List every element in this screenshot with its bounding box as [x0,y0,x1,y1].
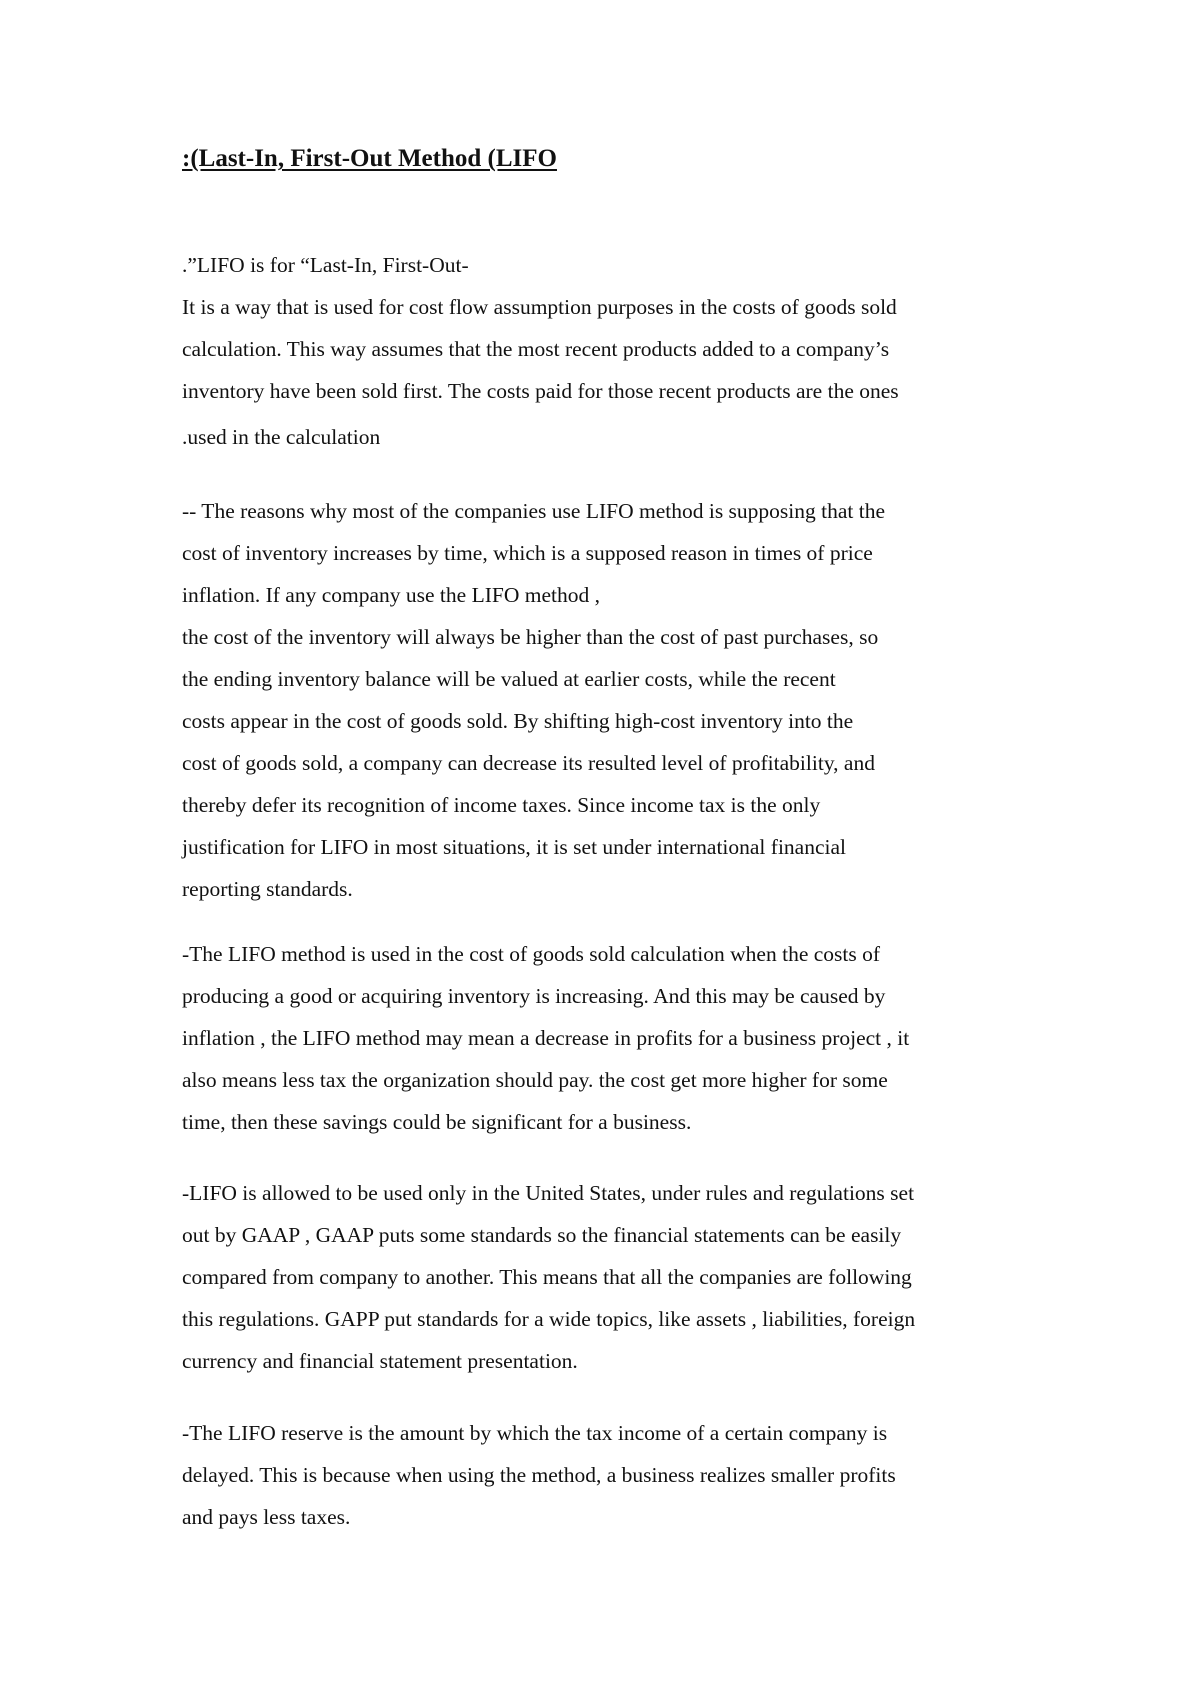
text-line: delayed. This is because when using the method, a business realizes smaller profits [182,1463,896,1487]
text-line: this regulations. GAPP put standards for a wide topics, like assets , liabilities, foreign [182,1307,916,1331]
text-line: compared from company to another. This means that all the companies are following [182,1265,912,1289]
text-line: It is a way that is used for cost flow assumption purposes in the costs of goods sold [182,295,897,319]
text-line: producing a good or acquiring inventory is increasing. And this may be caused by [182,984,886,1008]
paragraph-lifo-reasons [182,490,1032,910]
text-line: calculation. This way assumes that the most recent products added to a company’s [182,337,890,361]
text-line: inflation , the LIFO method may mean a decrease in profits for a business project , it [182,1026,910,1050]
intro-paragraph [182,244,1032,458]
paragraph-lifo-usage [182,933,1032,1143]
text-line: the cost of the inventory will always be higher than the cost of past purchases, so [182,625,879,649]
text-line: out by GAAP , GAAP puts some standards so the financial statements can be easily [182,1223,902,1247]
text-line: -LIFO is allowed to be used only in the United States, under rules and regulations set [182,1181,915,1205]
document-title: :(Last-In, First-Out Method (LIFO [182,145,557,172]
text-line: .”LIFO is for “Last-In, First-Out- [182,253,469,277]
text-line: -The LIFO reserve is the amount by which the tax income of a certain company is [182,1421,888,1445]
text-line: time, then these savings could be significant for a business. [182,1110,692,1134]
text-line: inventory have been sold first. The costs paid for those recent products are the ones [182,379,899,403]
text-line: -- The reasons why most of the companies use LIFO method is supposing that the [182,499,886,523]
text-line: cost of goods sold, a company can decrease its resulted level of profitability, and [182,751,875,775]
text-line: costs appear in the cost of goods sold. By shifting high-cost inventory into the [182,709,854,733]
paragraph-lifo-gaap [182,1172,1032,1382]
text-line: inflation. If any company use the LIFO method , [182,583,600,607]
text-line: justification for LIFO in most situations, it is set under international financial [182,835,846,859]
text-line: -The LIFO method is used in the cost of goods sold calculation when the costs of [182,942,881,966]
text-line: .used in the calculation [182,425,381,449]
text-line: cost of inventory increases by time, which is a supposed reason in times of price [182,541,873,565]
text-line: thereby defer its recognition of income taxes. Since income tax is the only [182,793,821,817]
text-line: and pays less taxes. [182,1505,351,1529]
text-line: reporting standards. [182,877,353,901]
text-line: the ending inventory balance will be valued at earlier costs, while the recent [182,667,836,691]
text-line: currency and financial statement presentation. [182,1349,578,1373]
paragraph-lifo-reserve [182,1412,1032,1538]
text-line: also means less tax the organization should pay. the cost get more higher for some [182,1068,888,1092]
